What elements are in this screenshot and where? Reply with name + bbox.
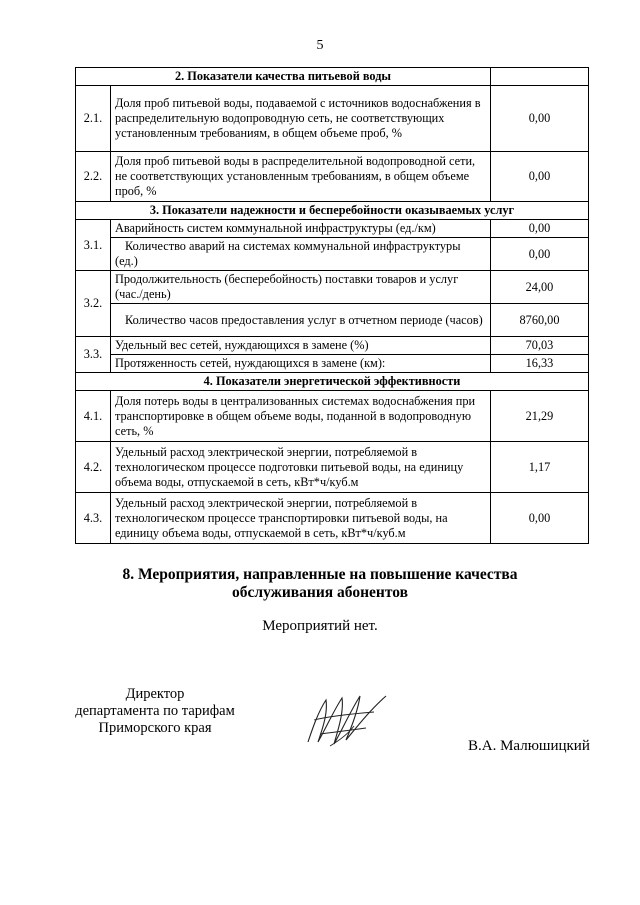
table-row [76, 220, 589, 238]
handwritten-signature [300, 690, 390, 750]
section-title: 4. Показатели энергетической эффективности [76, 373, 589, 391]
table-subrow [76, 355, 589, 373]
value-cell [491, 68, 589, 86]
table-row [76, 442, 589, 493]
director-line: департамента по тарифам [75, 703, 235, 719]
director-line: Директор [125, 686, 185, 702]
indicator-name: Удельный расход электрической энергии, потребляемой в технологическом процессе подготовки питьевой воды, на единицу объема воды, отпускаемой в сеть, кВт*ч/куб.м [111, 442, 491, 493]
table-section-row [76, 68, 589, 86]
indicator-name: Количество часов предоставления услуг в отчетном периоде (часов) [111, 304, 491, 337]
page-number: 5 [316, 38, 324, 53]
indicator-value: 21,29 [491, 391, 589, 442]
signer-name: В.А. Малюшицкий [468, 738, 590, 754]
indicator-name: Удельный вес сетей, нуждающихся в замене (%) [111, 337, 491, 355]
no-measures-text: Мероприятий нет. [262, 618, 378, 634]
indicator-value: 0,00 [491, 152, 589, 202]
indicator-name: Продолжительность (бесперебойность) поставки товаров и услуг (час./день) [111, 271, 491, 304]
section-title: 3. Показатели надежности и бесперебойности оказываемых услуг [76, 202, 589, 220]
indicator-value: 16,33 [491, 355, 589, 373]
indicator-name: Протяженность сетей, нуждающихся в замене (км): [111, 355, 491, 373]
indicator-value: 0,00 [491, 86, 589, 152]
indicator-name: Доля потерь воды в централизованных системах водоснабжения при транспортировке в общем объеме воды, поданной в водопроводную сеть, % [111, 391, 491, 442]
table-subrow [76, 304, 589, 337]
table-section-row [76, 202, 589, 220]
indicator-value: 0,00 [491, 238, 589, 271]
indicator-name: Доля проб питьевой воды, подаваемой с источников водоснабжения в распределительную водопроводную сеть, не соответствующих установленным требованиям, в общем объеме проб, % [111, 86, 491, 152]
indicator-value: 70,03 [491, 337, 589, 355]
indicator-value: 0,00 [491, 493, 589, 544]
table-section-row [76, 373, 589, 391]
indicator-name: Аварийность систем коммунальной инфраструктуры (ед./км) [111, 220, 491, 238]
table-row [76, 86, 589, 152]
table-row [76, 152, 589, 202]
section-title: 2. Показатели качества питьевой воды [76, 68, 491, 86]
heading-line: обслуживания абонентов [232, 584, 408, 601]
row-number: 2.1. [76, 86, 111, 152]
row-number: 3.1. [76, 220, 111, 271]
director-title [60, 686, 250, 737]
indicator-value: 24,00 [491, 271, 589, 304]
indicator-value: 1,17 [491, 442, 589, 493]
indicator-value: 8760,00 [491, 304, 589, 337]
row-number: 3.3. [76, 337, 111, 373]
table-subrow [76, 238, 589, 271]
row-number: 4.3. [76, 493, 111, 544]
table-row [76, 493, 589, 544]
row-number: 3.2. [76, 271, 111, 337]
table-row [76, 391, 589, 442]
indicator-name: Удельный расход электрической энергии, потребляемой в технологическом процессе транспортировки питьевой воды, на единицу объема воды, отпускаемой в сеть, кВт*ч/куб.м [111, 493, 491, 544]
director-line: Приморского края [98, 720, 212, 736]
heading-line: 8. Мероприятия, направленные на повышение качества [122, 566, 518, 583]
table-row [76, 271, 589, 304]
row-number: 2.2. [76, 152, 111, 202]
row-number: 4.1. [76, 391, 111, 442]
indicator-name: Доля проб питьевой воды в распределительной водопроводной сети, не соответствующих установленным требованиям, в общем объеме проб, % [111, 152, 491, 202]
indicators-table [75, 67, 589, 544]
table-row [76, 337, 589, 355]
section-heading [0, 566, 640, 602]
indicator-name: Количество аварий на системах коммунальной инфраструктуры (ед.) [111, 238, 491, 271]
indicator-value: 0,00 [491, 220, 589, 238]
row-number: 4.2. [76, 442, 111, 493]
